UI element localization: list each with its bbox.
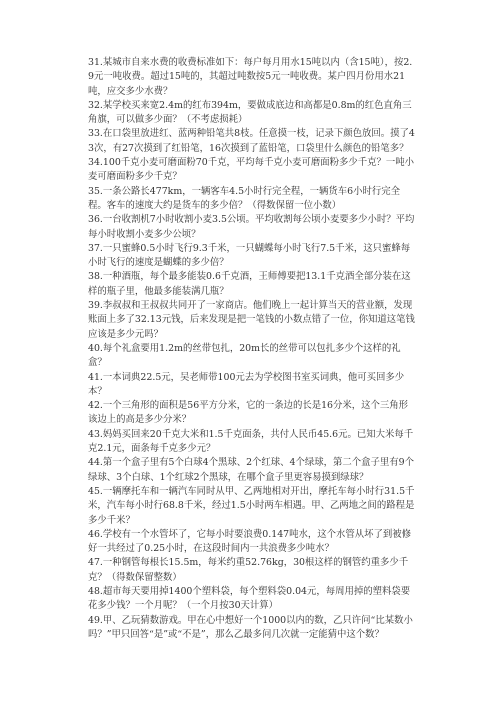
question-34: 34.100千克小麦可磨面粉70千克，平均每千克小麦可磨面粉多少千克？一吨小麦可磨面粉多少千克？ <box>88 157 414 183</box>
question-33: 33.在口袋里放进红、蓝两种铅笔共8枝。任意摸一枝，记录下颜色放回。摸了43次，有27次摸到了红铅笔，16次摸到了蓝铅笔，口袋里什么颜色的铅笔多？ <box>88 128 415 154</box>
question-list <box>88 56 416 642</box>
question-48: 48.超市每天要用掉1400个塑料袋，每个塑料袋0.04元，每周用掉的塑料袋要花多少钱？一个月呢？（一个月按30天计算） <box>88 585 411 612</box>
question-40: 40.每个礼盒要用1.2m的丝带包扎，20m长的丝带可以包扎多少个这样的礼盒？ <box>88 342 401 369</box>
question-36: 36.一台收割机7小时收割小麦3.5公顷。平均收割每公顷小麦要多少小时？平均每小时收割小麦多少公顷？ <box>88 214 415 240</box>
question-32: 32.某学校买来宽2.4m的红布394m，要做成底边和高都是0.8m的红色直角三角旗，可以做多少面？（不考虑损耗） <box>88 99 412 126</box>
question-44: 44.第一个盒子里有5个白球4个黑球、2个红球、4个绿球，第二个盒子里有9个绿球、3个白球、1个红球2个黑球，在哪个盒子里更容易摸到绿球？ <box>88 457 414 483</box>
question-47: 47.一种钢管每根长15.5m，每米约重52.76kg，30根这样的钢管约重多少千克？（得数保留整数） <box>88 557 409 583</box>
question-35: 35.一条公路长477km，一辆客车4.5小时行完全程，一辆货车6小时行完全程。客车的速度大约是货车的多少倍？（得数保留一位小数） <box>88 185 401 211</box>
question-49: 49.甲、乙玩猜数游戏。甲在心中想好一个1000以内的数，乙只许问“比某数小吗？”甲只回答“是”或“不是”，那么乙最多问几次就一定能猜中这个数？ <box>88 614 413 640</box>
question-46: 46.学校有一个水管坏了，它每小时要浪费0.147吨水，这个水管从坏了到被修好一共经过了0.25小时，在这段时间内一共浪费多少吨水？ <box>88 528 412 555</box>
question-43: 43.妈妈买回来20千克大米和1.5千克面条，共付人民币45.6元。已知大米每千克2.1元，面条每千克多少元？ <box>88 428 414 455</box>
question-42: 42.一个三角形的面积是56平方分米，它的一条边的长是16分米，这个三角形该边上的高是多少分米？ <box>88 400 409 426</box>
question-41: 41.一本词典22.5元，吴老师带100元去为学校图书室买词典，他可买回多少本？ <box>88 371 405 397</box>
question-45: 45.一辆摩托车和一辆汽车同时从甲、乙两地相对开出，摩托车每小时行31.5千米，汽车每小时行68.8千米，经过1.5小时两车相遇。甲、乙两地之间的路程是多少千米？ <box>88 485 415 526</box>
question-39: 39.李叔叔和王叔叔共同开了一家商店。他们晚上一起计算当天的营业额，发现账面上多了32.13元钱，后来发现是把一笔钱的小数点错了一位，你知道这笔钱应该是多少元吗？ <box>88 300 415 340</box>
question-37: 37.一只蜜蜂0.5小时飞行9.3千米，一只蝴蝶每小时飞行7.5千米，这只蜜蜂每小时飞行的速度是蝴蝶的多少倍？ <box>88 242 411 269</box>
question-38: 38.一种酒瓶，每个最多能装0.6千克酒，王师傅要把13.1千克酒全部分装在这样的瓶子里，他最多能装满几瓶？ <box>88 271 411 297</box>
question-31: 31.某城市自来水费的收费标准如下：每户每月用水15吨以内（含15吨），按2.9元一吨收费。超过15吨的，其超过吨数按5元一吨收费。某户四月份用水21吨，应交多少水费？ <box>88 57 413 97</box>
